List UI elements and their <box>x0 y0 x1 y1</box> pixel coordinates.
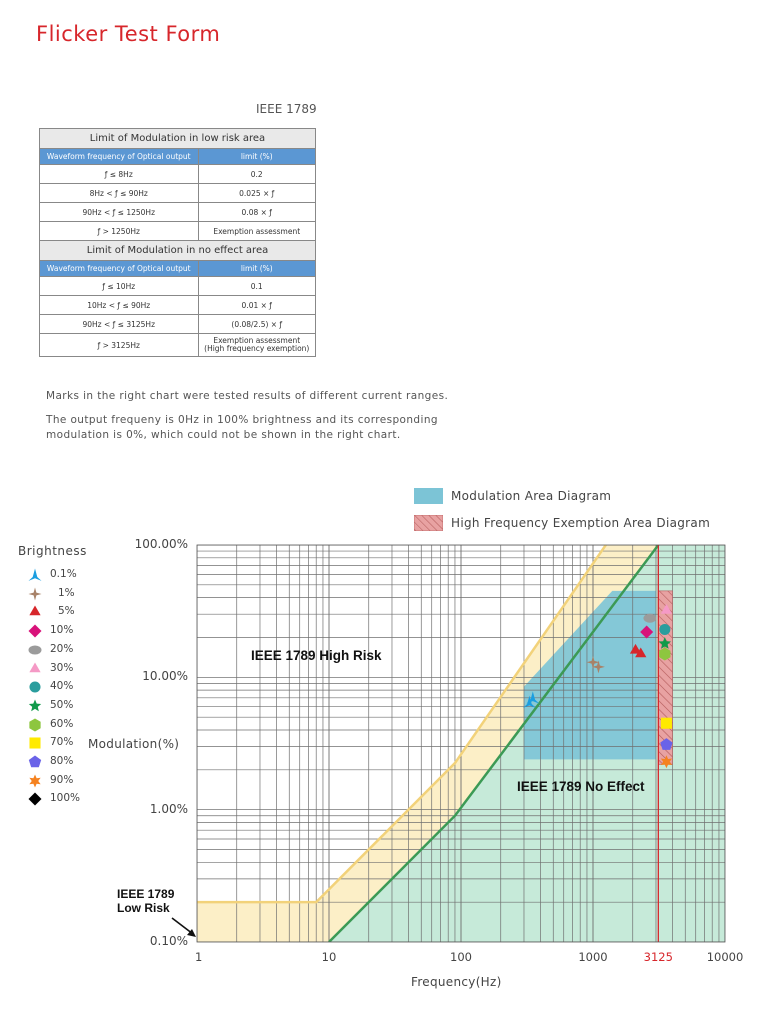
hf-exemption-area <box>658 591 672 764</box>
low-risk-label-line: IEEE 1789 <box>117 887 175 901</box>
table-cell-line: Exemption assessment <box>213 336 301 345</box>
x-tick-label: 1 <box>195 950 203 964</box>
note-line-2: The output frequeny is 0Hz in 100% brightness and its corresponding <box>46 414 438 426</box>
low-risk-col2: limit (%) <box>198 149 316 165</box>
data-point <box>643 614 656 623</box>
low-risk-heading: Limit of Modulation in low risk area <box>40 129 316 149</box>
x-tick-label: 3125 <box>643 950 673 964</box>
brightness-label: 80% <box>50 755 74 767</box>
table-cell: 90Hz < ƒ ≤ 3125Hz <box>40 315 199 334</box>
note-line-1: Marks in the right chart were tested results of different current ranges. <box>46 390 449 402</box>
table-cell: 0.08 × ƒ <box>198 203 316 222</box>
brightness-label: 70% <box>50 736 74 749</box>
standard-label: IEEE 1789 <box>256 102 317 116</box>
no-effect-col2: limit (%) <box>198 261 316 277</box>
table-cell: 10Hz < ƒ ≤ 90Hz <box>40 296 199 315</box>
table-cell: Exemption assessment <box>198 222 316 241</box>
low-risk-col1: Waveform frequency of Optical output <box>40 149 199 165</box>
brightness-label: 10% <box>50 624 74 637</box>
modulation-area-legend: Modulation Area Diagram <box>451 489 612 503</box>
brightness-label: 50% <box>50 698 74 711</box>
hf-exemption-legend: High Frequency Exemption Area Diagram <box>451 516 711 530</box>
table-cell: ƒ ≤ 8Hz <box>40 165 199 184</box>
y-tick-label: 10.00% <box>142 669 188 684</box>
table-cell: 0.1 <box>198 277 316 296</box>
brightness-label: 100% <box>50 792 81 805</box>
brightness-label: 5% <box>58 605 75 618</box>
brightness-label: 1% <box>58 586 75 599</box>
brightness-label: 20% <box>50 642 74 655</box>
brightness-label: 60% <box>50 717 74 730</box>
table-cell: 0.2 <box>198 165 316 184</box>
x-tick-label: 10000 <box>706 950 744 964</box>
low-risk-label <box>117 887 174 915</box>
plot-area <box>197 545 725 942</box>
brightness-label: 40% <box>50 680 74 693</box>
y-tick-label: 100.00% <box>134 537 188 551</box>
table-cell: 0.01 × ƒ <box>198 296 316 315</box>
y-tick-label: 0.10% <box>149 934 188 948</box>
brightness-label: 0.1% <box>50 568 77 580</box>
x-axis-title: Frequency(Hz) <box>411 975 502 989</box>
table-cell: ƒ ≤ 10Hz <box>40 277 199 296</box>
table-cell: 0.025 × ƒ <box>198 184 316 203</box>
table-cell-line: (High frequency exemption) <box>204 344 310 353</box>
high-risk-label: IEEE 1789 High Risk <box>251 648 382 663</box>
brightness-title: Brightness <box>18 544 87 558</box>
x-tick-label: 1000 <box>578 950 608 964</box>
table-cell: ƒ > 3125Hz <box>40 334 199 357</box>
table-cell: (0.08/2.5) × ƒ <box>198 315 316 334</box>
modulation-area <box>524 591 656 759</box>
low-risk-label-line: Low Risk <box>117 901 170 915</box>
x-tick-label: 10 <box>321 950 337 964</box>
page-title: Flicker Test Form <box>36 22 221 46</box>
x-tick-label: 100 <box>450 950 472 964</box>
no-effect-heading: Limit of Modulation in no effect area <box>40 241 316 261</box>
note-line-3: modulation is 0%, which could not be shown in the right chart. <box>46 429 401 441</box>
no-effect-label: IEEE 1789 No Effect <box>517 779 645 794</box>
data-point <box>661 718 672 729</box>
brightness-label: 30% <box>50 661 74 674</box>
no-effect-col1: Waveform frequency of Optical output <box>40 261 199 277</box>
table-cell: 90Hz < ƒ ≤ 1250Hz <box>40 203 199 222</box>
y-axis-title: Modulation(%) <box>88 737 180 751</box>
data-point <box>659 624 670 635</box>
y-tick-label: 1.00% <box>149 801 188 816</box>
table-cell: 8Hz < ƒ ≤ 90Hz <box>40 184 199 203</box>
brightness-label: 90% <box>50 773 74 786</box>
table-cell: ƒ > 1250Hz <box>40 222 199 241</box>
